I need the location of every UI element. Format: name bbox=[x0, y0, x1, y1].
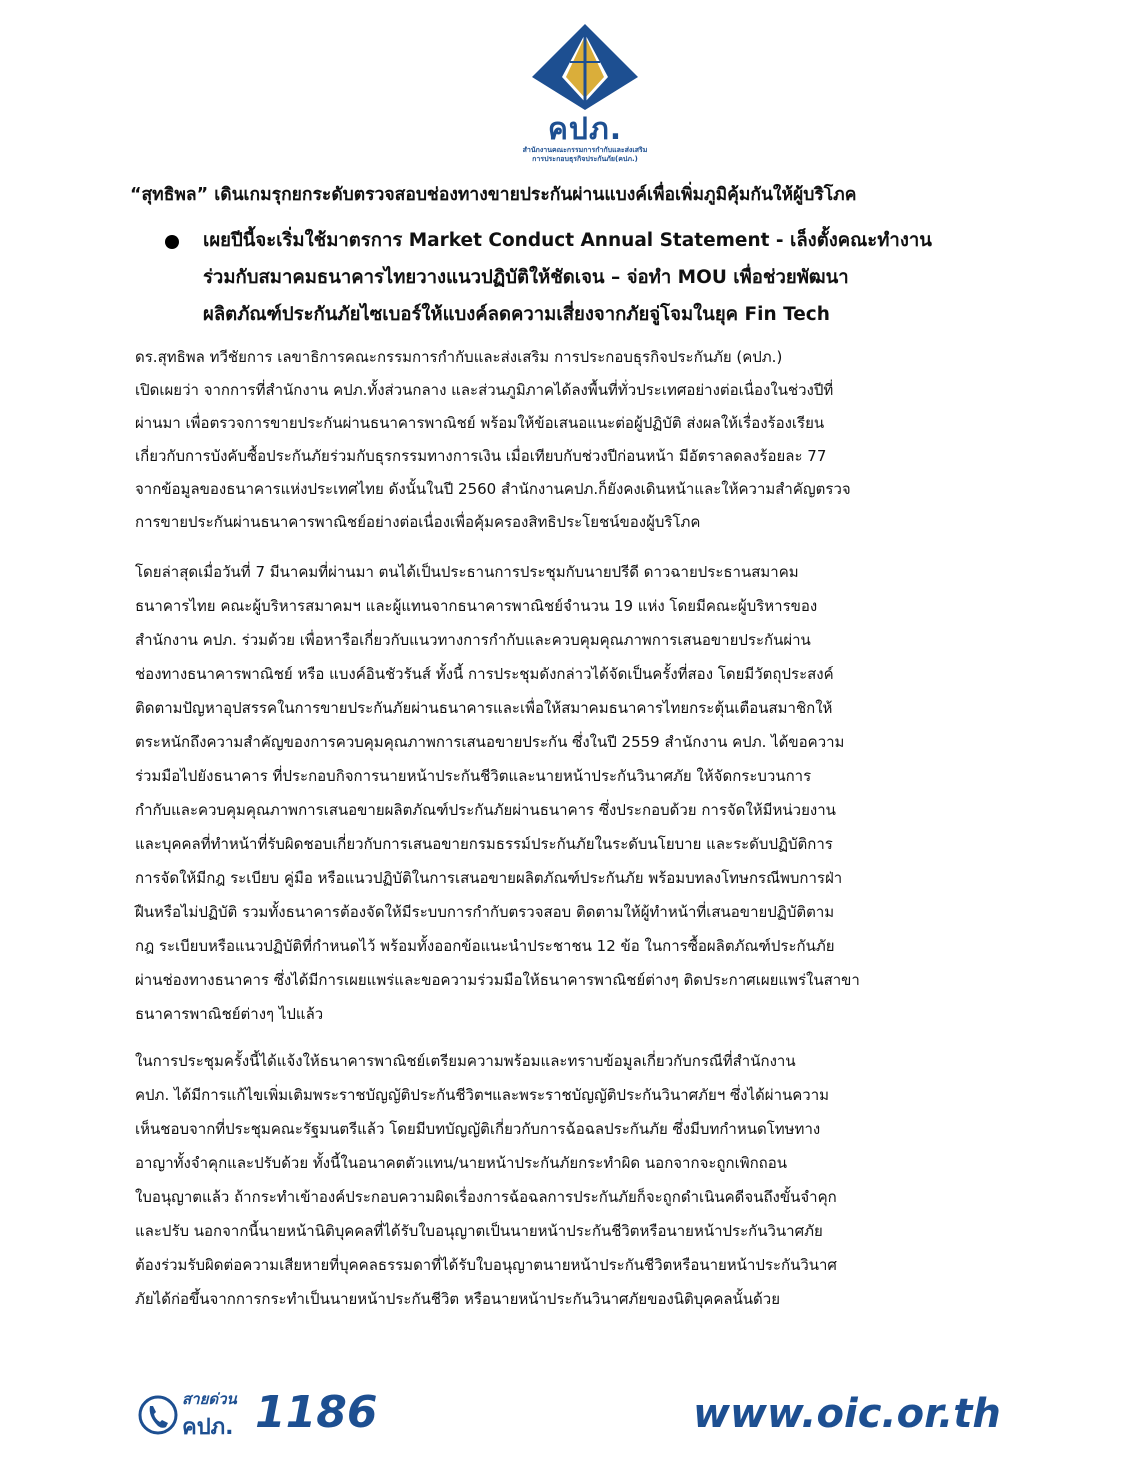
logo-name: คปภ. bbox=[547, 112, 623, 147]
paragraph-line: และบุคคลที่ทำหน้าที่รับผิดชอบเกี่ยวกับการเสนอขายกรมธรรม์ประกันภัยในระดับนโยบาย และระดับปฏิบัติการ bbox=[135, 835, 833, 853]
paragraph-line: ในการประชุมครั้งนี้ได้แจ้งให้ธนาคารพาณิชย์เตรียมความพร้อมและทราบข้อมูลเกี่ยวกับกรณีที่สำนักงาน bbox=[135, 1052, 796, 1070]
phone-icon bbox=[137, 1391, 179, 1439]
hotline-org: คปภ. bbox=[182, 1415, 234, 1440]
bullet-line: ร่วมกับสมาคมธนาคารไทยวางแนวปฏิบัติให้ชัดเจน – จ่อทำ MOU เพื่อช่วยพัฒนา bbox=[203, 267, 849, 288]
paragraph-line: กฎ ระเบียบหรือแนวปฏิบัติที่กำหนดไว้ พร้อมทั้งออกข้อแนะนำประชาชน 12 ข้อ ในการซื้อผลิตภัณฑ์ประกันภัย bbox=[135, 937, 835, 955]
paragraph-line: โดยล่าสุดเมื่อวันที่ 7 มีนาคมที่ผ่านมา ตนได้เป็นประธานการประชุมกับนายปรีดี ดาวฉายประธานสมาคม bbox=[135, 563, 799, 581]
hotline-number: 1186 bbox=[255, 1387, 378, 1438]
paragraph-line: ติดตามปัญหาอุปสรรคในการขายประกันภัยผ่านธนาคารและเพื่อให้สมาคมธนาคารไทยกระตุ้นเตือนสมาชิกให้ bbox=[135, 699, 833, 717]
paragraph-line: เกี่ยวกับการบังคับซื้อประกันภัยร่วมกับธุรกรรมทางการเงิน เมื่อเทียบกับช่วงปีก่อนหน้า มีอัตราลดลงร้อยละ 77 bbox=[135, 447, 827, 465]
paragraph-line: จากข้อมูลของธนาคารแห่งประเทศไทย ดังนั้นในปี 2560 สำนักงานคปภ.ก็ยังคงเดินหน้าและให้ความสำคัญตรวจ bbox=[135, 480, 851, 498]
paragraph-line: การจัดให้มีกฎ ระเบียบ คู่มือ หรือแนวปฏิบัติในการเสนอขายผลิตภัณฑ์ประกันภัย พร้อมบทลงโทษกรณีพบการฝ่า bbox=[135, 869, 843, 887]
paragraph-line: ช่องทางธนาคารพาณิชย์ หรือ แบงค์อินชัวรันส์ ทั้งนี้ การประชุมดังกล่าวได้จัดเป็นครั้งที่สอง โดยมีวัตถุประสงค์ bbox=[135, 665, 834, 683]
bullet-line: ผลิตภัณฑ์ประกันภัยไซเบอร์ให้แบงค์ลดความเสี่ยงจากภัยจู่โจมในยุค Fin Tech bbox=[203, 304, 830, 325]
bullet-line: เผยปีนี้จะเริ่มใช้มาตรการ Market Conduct Annual Statement - เล็งตั้งคณะทำงาน bbox=[203, 230, 932, 251]
paragraph-line: สำนักงาน คปภ. ร่วมด้วย เพื่อหารือเกี่ยวกับแนวทางการกำกับและควบคุมคุณภาพการเสนอขายประกันผ่าน bbox=[135, 631, 811, 649]
paragraph-line: การขายประกันผ่านธนาคารพาณิชย์อย่างต่อเนื่องเพื่อคุ้มครองสิทธิประโยชน์ของผู้บริโภค bbox=[135, 513, 701, 531]
website-link[interactable]: www.oic.or.th bbox=[693, 1391, 1001, 1437]
paragraph-line: ธนาคารพาณิชย์ต่างๆ ไปแล้ว bbox=[135, 1005, 324, 1023]
paragraph-line: ฝืนหรือไม่ปฏิบัติ รวมทั้งธนาคารต้องจัดให้มีระบบการกำกับตรวจสอบ ติดตามให้ผู้ทำหน้าที่เสนอขายปฏิบัติตาม bbox=[135, 903, 835, 921]
logo-subtitle-1: สำนักงานคณะกรรมการกำกับและส่งเสริม bbox=[522, 146, 648, 154]
paragraph-line: ต้องร่วมรับผิดต่อความเสียหายที่บุคคลธรรมดาที่ได้รับใบอนุญาตนายหน้าประกันชีวิตหรือนายหน้าประกันวินาศ bbox=[135, 1256, 837, 1274]
headline: “สุทธิพล” เดินเกมรุกยกระดับตรวจสอบช่องทางขายประกันผ่านแบงค์เพื่อเพิ่มภูมิคุ้มกันให้ผู้บริโภค bbox=[130, 185, 857, 205]
hotline-label: สายด่วน bbox=[182, 1390, 237, 1408]
paragraph-line: ภัยได้ก่อขึ้นจากการกระทำเป็นนายหน้าประกันชีวิต หรือนายหน้าประกันวินาศภัยของนิติบุคคลนั้นด้วย bbox=[135, 1290, 781, 1308]
hotline-badge bbox=[137, 1385, 387, 1445]
paragraph-line: ใบอนุญาตแล้ว ถ้ากระทำเข้าองค์ประกอบความผิดเรื่องการฉ้อฉลการประกันภัยก็จะถูกดำเนินคดีจนถึงขั้นจำคุก bbox=[135, 1188, 837, 1206]
paragraph-line: ร่วมมือไปยังธนาคาร ที่ประกอบกิจการนายหน้าประกันชีวิตและนายหน้าประกันวินาศภัย ให้จัดกระบวนการ bbox=[135, 767, 812, 785]
paragraph-line: อาญาทั้งจำคุกและปรับด้วย ทั้งนี้ในอนาคตตัวแทน/นายหน้าประกันภัยกระทำผิด นอกจากจะถูกเพิกถอน bbox=[135, 1154, 788, 1172]
paragraph-line: กำกับและควบคุมคุณภาพการเสนอขายผลิตภัณฑ์ประกันภัยผ่านธนาคาร ซึ่งประกอบด้วย การจัดให้มีหน่วยงาน bbox=[135, 801, 836, 819]
oic-emblem-icon bbox=[530, 22, 640, 112]
bullet-dot-icon bbox=[165, 235, 179, 249]
paragraph-line: ผ่านมา เพื่อตรวจการขายประกันผ่านธนาคารพาณิชย์ พร้อมให้ข้อเสนอแนะต่อผู้ปฏิบัติ ส่งผลให้เรื่องร้องเรียน bbox=[135, 414, 825, 432]
paragraph-line: และปรับ นอกจากนี้นายหน้านิติบุคคลที่ได้รับใบอนุญาตเป็นนายหน้าประกันชีวิตหรือนายหน้าประกันวินาศภัย bbox=[135, 1222, 823, 1240]
paragraph-line: คปภ. ได้มีการแก้ไขเพิ่มเติมพระราชบัญญัติประกันชีวิตฯและพระราชบัญญัติประกันวินาศภัยฯ ซึ่งได้ผ่านความ bbox=[135, 1086, 830, 1104]
paragraph-line: ตระหนักถึงความสำคัญของการควบคุมคุณภาพการเสนอขายประกัน ซึ่งในปี 2559 สำนักงาน คปภ. ได้ขอความ bbox=[135, 733, 845, 751]
paragraph-line: ผ่านช่องทางธนาคาร ซึ่งได้มีการเผยแพร่และขอความร่วมมือให้ธนาคารพาณิชย์ต่างๆ ติดประกาศเผยแพร่ในสาขา bbox=[135, 971, 860, 989]
paragraph-line: ดร.สุทธิพล ทวีชัยการ เลขาธิการคณะกรรมการกำกับและส่งเสริม การประกอบธุรกิจประกันภัย (คปภ.) bbox=[135, 348, 783, 366]
paragraph-line: เห็นชอบจากที่ประชุมคณะรัฐมนตรีแล้ว โดยมีบทบัญญัติเกี่ยวกับการฉ้อฉลประกันภัย ซึ่งมีบทกำหนดโทษทาง bbox=[135, 1120, 821, 1138]
paragraph-line: เปิดเผยว่า จากการที่สำนักงาน คปภ.ทั้งส่วนกลาง และส่วนภูมิภาคได้ลงพื้นที่ทั่วประเทศอย่างต่อเนื่องในช่วงปีที่ bbox=[135, 381, 834, 399]
paragraph-line: ธนาคารไทย คณะผู้บริหารสมาคมฯ และผู้แทนจากธนาคารพาณิชย์จำนวน 19 แห่ง โดยมีคณะผู้บริหารของ bbox=[135, 597, 818, 615]
logo-subtitle-2: การประกอบธุรกิจประกันภัย(คปภ.) bbox=[532, 155, 638, 163]
oic-logo bbox=[470, 22, 700, 172]
